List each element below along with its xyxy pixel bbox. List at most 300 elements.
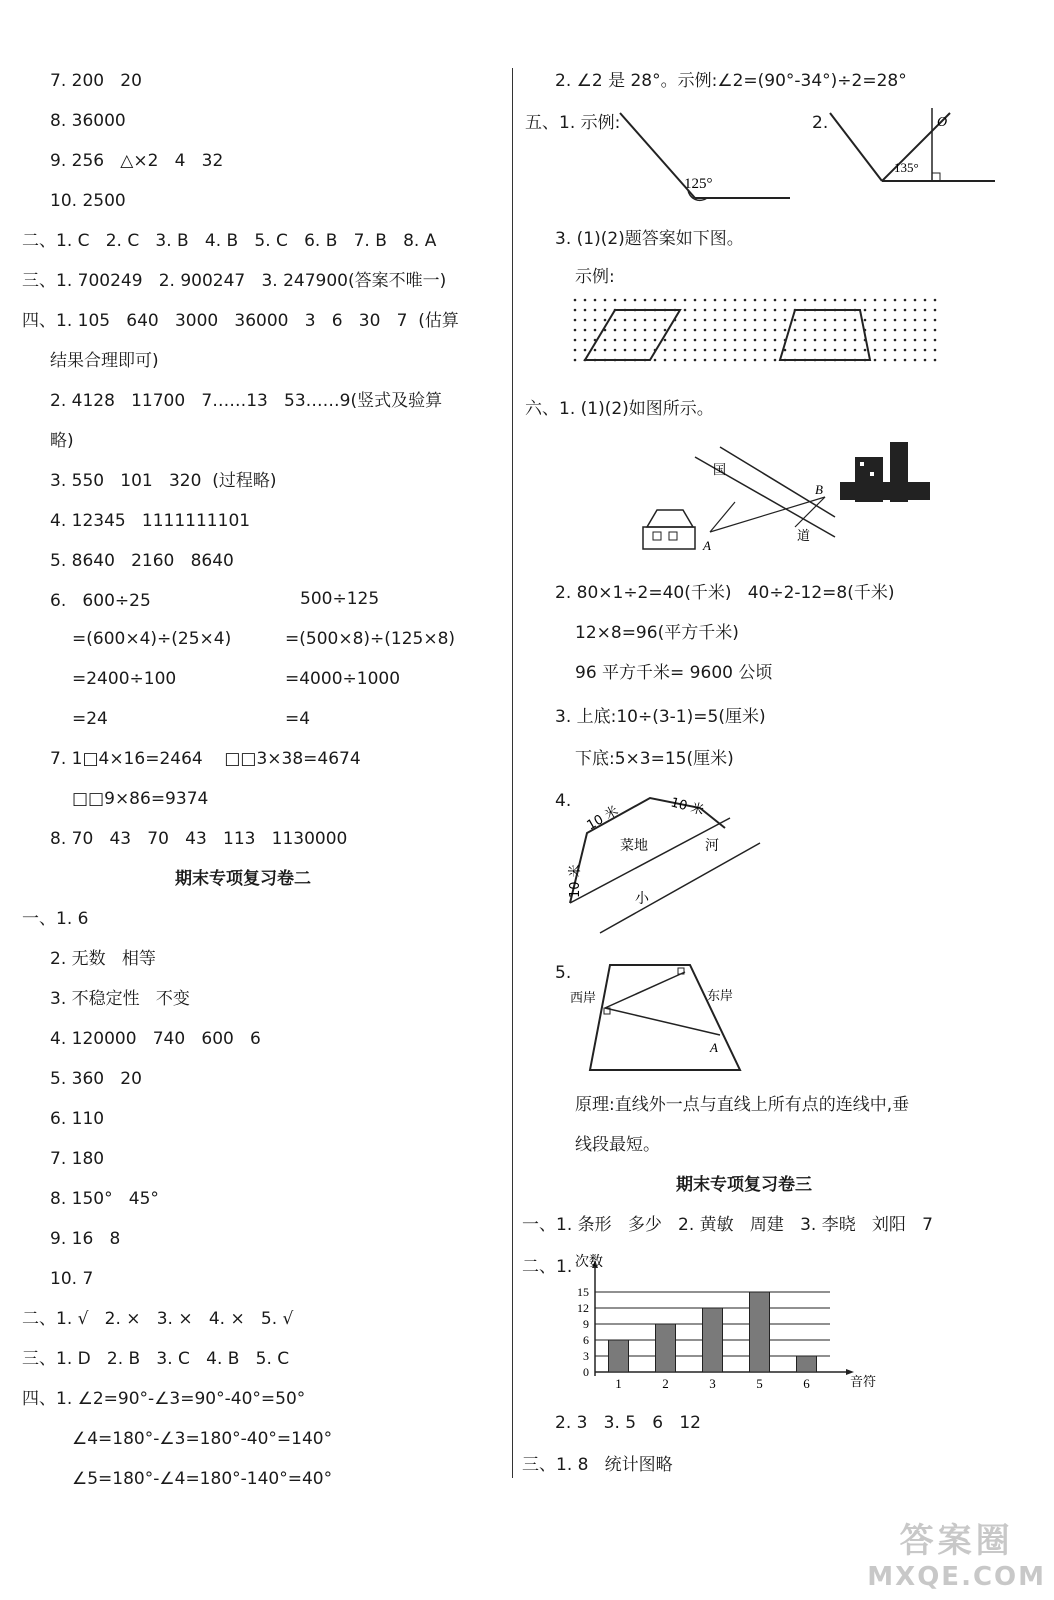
field-figure — [565, 788, 765, 938]
grid-dot — [784, 299, 787, 302]
y-axis-label: 次数 — [575, 1254, 603, 1270]
left-line: ∠5=180°-∠4=180°-140°=40° — [72, 1469, 333, 1489]
grid-dot — [744, 309, 747, 312]
left-line: 3. 550 101 320 (过程略) — [50, 471, 277, 491]
grid-dot — [744, 359, 747, 362]
grid-dot — [804, 319, 807, 322]
grid-dot — [924, 299, 927, 302]
grid-dot — [764, 349, 767, 352]
grid-dot — [614, 349, 617, 352]
grid-dot — [724, 309, 727, 312]
grid-dot — [824, 349, 827, 352]
grid-dot — [824, 299, 827, 302]
grid-dot — [814, 339, 817, 342]
grid-dot — [834, 349, 837, 352]
grid-dot — [824, 319, 827, 322]
grid-dot — [744, 319, 747, 322]
banks-figure — [570, 960, 750, 1075]
right-line: 2. 3 3. 5 6 12 — [555, 1413, 701, 1433]
grid-dot — [834, 299, 837, 302]
grid-dot — [604, 299, 607, 302]
left-line: 四、1. 105 640 3000 36000 3 6 30 7 (估算 — [22, 311, 459, 331]
grid-dot — [694, 349, 697, 352]
grid-dot — [594, 299, 597, 302]
grid-dot — [734, 319, 737, 322]
left-line: 8. 70 43 70 43 113 1130000 — [50, 829, 348, 849]
bar — [703, 1308, 723, 1372]
grid-dot — [724, 359, 727, 362]
grid-dot — [734, 339, 737, 342]
grid-dot — [734, 309, 737, 312]
grid-dot — [594, 349, 597, 352]
grid-dot — [924, 359, 927, 362]
grid-dot — [864, 299, 867, 302]
grid-dot — [574, 309, 577, 312]
grid-dot — [664, 359, 667, 362]
grid-dot — [724, 319, 727, 322]
grid-dot — [754, 299, 757, 302]
grid-dot — [754, 359, 757, 362]
grid-dot — [694, 329, 697, 332]
grid-dot — [824, 329, 827, 332]
grid-dot — [894, 359, 897, 362]
grid-dot — [664, 339, 667, 342]
y-tick-label: 6 — [583, 1333, 589, 1347]
grid-dot — [604, 349, 607, 352]
grid-dot — [634, 319, 637, 322]
label-side-2: 10 米 — [668, 795, 706, 819]
grid-dot — [634, 329, 637, 332]
watermark-logo: 答案圈 — [899, 1521, 1014, 1561]
grid-dot — [914, 319, 917, 322]
y-tick-label: 9 — [583, 1317, 589, 1331]
grid-dot — [614, 339, 617, 342]
grid-dot — [764, 329, 767, 332]
angle-125-label: 125° — [684, 176, 713, 192]
grid-dot — [834, 329, 837, 332]
section-title-review-2: 期末专项复习卷二 — [175, 869, 311, 889]
grid-dot — [774, 339, 777, 342]
grid-dot — [704, 309, 707, 312]
right-line: 原理:直线外一点与直线上所有点的连线中,垂 — [575, 1095, 910, 1115]
left-line: 结果合理即可) — [50, 351, 159, 371]
left-line: 7. 200 20 — [50, 71, 142, 91]
grid-dot — [584, 329, 587, 332]
left-line: 8. 150° 45° — [50, 1189, 159, 1209]
grid-dot — [914, 329, 917, 332]
grid-dot — [904, 299, 907, 302]
grid-dot — [814, 299, 817, 302]
label-guo: 国 — [713, 463, 727, 478]
grid-dot — [814, 329, 817, 332]
grid-dot — [934, 309, 937, 312]
grid-dot — [934, 349, 937, 352]
grid-dot — [694, 309, 697, 312]
label-a: A — [703, 538, 711, 553]
left-line: 四、1. ∠2=90°-∠3=90°-40°=50° — [22, 1389, 306, 1409]
grid-dot — [834, 319, 837, 322]
grid-dot — [724, 339, 727, 342]
grid-dot — [654, 319, 657, 322]
grid-dot — [754, 309, 757, 312]
grid-dot — [674, 339, 677, 342]
grid-dot — [814, 319, 817, 322]
x-tick-label: 5 — [756, 1376, 763, 1391]
grid-dot — [764, 339, 767, 342]
grid-dot — [794, 329, 797, 332]
left-line: 2. 无数 相等 — [50, 949, 156, 969]
grid-dot — [574, 339, 577, 342]
grid-dot — [754, 349, 757, 352]
grid-dot — [884, 349, 887, 352]
grid-dot — [884, 359, 887, 362]
grid-dot — [874, 329, 877, 332]
grid-dot — [604, 319, 607, 322]
grid-dot — [824, 339, 827, 342]
right-line: 线段最短。 — [575, 1135, 660, 1155]
grid-dot — [874, 319, 877, 322]
buildings-icon — [840, 442, 930, 502]
grid-dot — [624, 329, 627, 332]
grid-dot — [714, 319, 717, 322]
grid-dot — [794, 319, 797, 322]
grid-dot — [774, 329, 777, 332]
left-line: 三、1. D 2. B 3. C 4. B 5. C — [22, 1349, 290, 1369]
angle-135-label: 135° — [894, 160, 919, 175]
house-icon — [643, 510, 695, 549]
left-line: =2400÷100 — [72, 669, 177, 689]
grid-dot — [844, 319, 847, 322]
left-line: 6. 110 — [50, 1109, 105, 1129]
grid-dot — [924, 329, 927, 332]
grid-dot — [674, 329, 677, 332]
grid-dot — [684, 299, 687, 302]
grid-dot — [614, 329, 617, 332]
grid-dot — [704, 359, 707, 362]
x-tick-label: 6 — [803, 1376, 810, 1391]
grid-dot — [914, 359, 917, 362]
label-small: 小 — [635, 891, 649, 907]
grid-dot — [834, 339, 837, 342]
left-line: 9. 16 8 — [50, 1229, 121, 1249]
y-tick-label: 3 — [583, 1349, 589, 1363]
grid-dot — [624, 299, 627, 302]
grid-dot — [864, 319, 867, 322]
grid-dot — [874, 339, 877, 342]
right-line: 五、1. 示例: — [525, 113, 621, 133]
grid-dot — [784, 309, 787, 312]
grid-dot — [654, 329, 657, 332]
grid-dot — [864, 349, 867, 352]
grid-dot — [804, 329, 807, 332]
grid-dot — [644, 319, 647, 322]
grid-dot — [604, 339, 607, 342]
left-line: 7. 180 — [50, 1149, 105, 1169]
grid-dot — [914, 339, 917, 342]
left-line: 二、1. C 2. C 3. B 4. B 5. C 6. B 7. B 8. A — [22, 231, 437, 251]
angle-135-figure — [830, 108, 1000, 193]
grid-dot — [704, 349, 707, 352]
grid-dot — [594, 319, 597, 322]
grid-dot — [574, 349, 577, 352]
grid-dot — [584, 319, 587, 322]
grid-dot — [704, 339, 707, 342]
grid-dot — [584, 299, 587, 302]
column-divider — [512, 68, 513, 1478]
right-line: 三、1. 8 统计图略 — [522, 1455, 673, 1475]
grid-dot — [864, 309, 867, 312]
bar — [656, 1324, 676, 1372]
grid-dot — [634, 349, 637, 352]
right-line: 2. — [812, 113, 829, 133]
grid-dot — [924, 349, 927, 352]
left-line: 三、1. 700249 2. 900247 3. 247900(答案不唯一) — [22, 271, 447, 291]
grid-dot — [734, 299, 737, 302]
grid-dot — [844, 339, 847, 342]
grid-dot — [624, 349, 627, 352]
grid-dot — [934, 339, 937, 342]
grid-dot — [754, 319, 757, 322]
grid-dot — [924, 309, 927, 312]
left-line: 10. 7 — [50, 1269, 94, 1289]
watermark — [867, 1513, 1046, 1592]
grid-dot — [854, 329, 857, 332]
grid-dot — [764, 309, 767, 312]
grid-dot — [934, 299, 937, 302]
label-side-3: 10 米 — [568, 864, 583, 898]
left-line: 8. 36000 — [50, 111, 126, 131]
left-line: 略) — [50, 431, 74, 451]
grid-dot — [904, 329, 907, 332]
grid-dot — [844, 349, 847, 352]
left-line: 一、1. 6 — [22, 909, 89, 929]
left-line: 10. 2500 — [50, 191, 126, 211]
left-line: =4 — [285, 709, 311, 729]
grid-dot — [844, 329, 847, 332]
bar-chart — [560, 1254, 877, 1398]
left-line: □□9×86=9374 — [72, 789, 209, 809]
grid-dot — [644, 349, 647, 352]
grid-dot — [914, 349, 917, 352]
left-line: =(500×8)÷(125×8) — [285, 629, 456, 649]
y-tick-label: 0 — [583, 1365, 589, 1379]
label-west-bank: 西岸 — [570, 991, 597, 1006]
grid-dot — [904, 339, 907, 342]
grid-dot — [884, 309, 887, 312]
grid-dot — [804, 299, 807, 302]
grid-dot — [894, 319, 897, 322]
grid-dot — [674, 359, 677, 362]
grid-dot — [644, 299, 647, 302]
left-line: ∠4=180°-∠3=180°-40°=140° — [72, 1429, 333, 1449]
grid-dot — [604, 309, 607, 312]
grid-dot — [894, 329, 897, 332]
grid-dot — [664, 299, 667, 302]
grid-dot — [764, 299, 767, 302]
right-line: 一、1. 条形 多少 2. 黄敏 周建 3. 李晓 刘阳 7 — [522, 1215, 933, 1235]
right-line: 4. — [555, 791, 572, 811]
grid-dot — [684, 339, 687, 342]
grid-dot — [754, 329, 757, 332]
grid-dot — [724, 349, 727, 352]
left-line: 二、1. √ 2. × 3. × 4. × 5. √ — [22, 1309, 294, 1329]
grid-dot — [884, 299, 887, 302]
grid-dot — [844, 299, 847, 302]
grid-dot — [894, 349, 897, 352]
grid-dot — [654, 339, 657, 342]
grid-dot — [704, 319, 707, 322]
grid-dot — [784, 319, 787, 322]
left-line: =24 — [72, 709, 108, 729]
grid-dot — [664, 349, 667, 352]
grid-dot — [654, 359, 657, 362]
grid-dot — [764, 359, 767, 362]
grid-dot — [694, 359, 697, 362]
left-line: 7. 1□4×16=2464 □□3×38=4674 — [50, 749, 361, 769]
grid-dot — [584, 309, 587, 312]
grid-dot — [714, 329, 717, 332]
grid-dot — [744, 299, 747, 302]
grid-dot — [594, 309, 597, 312]
right-line: 3. (1)(2)题答案如下图。 — [555, 229, 744, 249]
grid-dot — [644, 339, 647, 342]
grid-dot — [904, 319, 907, 322]
grid-dot — [664, 329, 667, 332]
grid-dot — [794, 339, 797, 342]
grid-dot — [624, 339, 627, 342]
grid-dot — [814, 349, 817, 352]
x-tick-label: 1 — [615, 1376, 622, 1391]
right-line: 2. 80×1÷2=40(千米) 40÷2-12=8(千米) — [555, 583, 895, 603]
right-line: 12×8=96(平方千米) — [575, 623, 739, 643]
grid-dot — [794, 299, 797, 302]
grid-dot — [924, 319, 927, 322]
y-tick-label: 12 — [577, 1301, 589, 1315]
grid-dot — [684, 359, 687, 362]
grid-dot — [714, 299, 717, 302]
grid-dot — [704, 329, 707, 332]
grid-dot — [614, 319, 617, 322]
grid-dot — [664, 319, 667, 322]
map-figure — [635, 432, 935, 557]
grid-dot — [704, 299, 707, 302]
grid-dot — [774, 359, 777, 362]
grid-dot — [694, 339, 697, 342]
grid-dot — [714, 309, 717, 312]
grid-dot — [874, 299, 877, 302]
grid-dot — [884, 339, 887, 342]
left-line: =(600×4)÷(25×4) — [72, 629, 232, 649]
x-tick-label: 3 — [709, 1376, 716, 1391]
grid-dot — [734, 329, 737, 332]
right-line: 二、1. — [522, 1257, 573, 1277]
grid-dot — [884, 319, 887, 322]
grid-dot — [894, 309, 897, 312]
grid-dot — [594, 329, 597, 332]
label-east-bank: 东岸 — [707, 989, 734, 1004]
left-line: 2. 4128 11700 7……13 53……9(竖式及验算 — [50, 391, 443, 411]
grid-dot — [854, 349, 857, 352]
grid-dot — [694, 299, 697, 302]
right-line: 六、1. (1)(2)如图所示。 — [525, 399, 714, 419]
grid-dot — [934, 319, 937, 322]
left-line: 5. 360 20 — [50, 1069, 142, 1089]
label-field: 菜地 — [620, 838, 648, 854]
grid-dot — [634, 339, 637, 342]
grid-dot — [874, 349, 877, 352]
angle-125-figure — [610, 108, 800, 208]
grid-dot — [804, 339, 807, 342]
dot-grid-figure — [570, 298, 940, 370]
grid-dot — [674, 349, 677, 352]
label-side-1: 10 米 — [584, 803, 622, 834]
grid-dot — [734, 349, 737, 352]
grid-dot — [734, 359, 737, 362]
point-o-label: O — [937, 115, 948, 130]
grid-dot — [684, 329, 687, 332]
bar — [750, 1292, 770, 1372]
left-line: 3. 不稳定性 不变 — [50, 989, 190, 1009]
grid-dot — [574, 299, 577, 302]
grid-dot — [724, 329, 727, 332]
label-river: 河 — [705, 838, 719, 854]
grid-dot — [574, 319, 577, 322]
grid-dot — [674, 299, 677, 302]
grid-dot — [634, 299, 637, 302]
y-tick-label: 15 — [577, 1285, 589, 1299]
grid-dot — [934, 359, 937, 362]
grid-dot — [914, 299, 917, 302]
grid-dot — [624, 319, 627, 322]
grid-dot — [874, 359, 877, 362]
x-tick-label: 2 — [662, 1376, 669, 1391]
grid-dot — [774, 299, 777, 302]
section-title-review-3: 期末专项复习卷三 — [676, 1175, 812, 1195]
x-axis-label: 音符 — [850, 1375, 877, 1390]
grid-dot — [884, 329, 887, 332]
grid-dot — [894, 299, 897, 302]
grid-dot — [644, 329, 647, 332]
left-line: =4000÷1000 — [285, 669, 401, 689]
grid-dot — [744, 349, 747, 352]
label-a-bank: A — [710, 1040, 718, 1055]
bar — [609, 1340, 629, 1372]
grid-dot — [774, 349, 777, 352]
right-line: 5. — [555, 963, 572, 983]
left-line: 500÷125 — [300, 589, 380, 609]
grid-dot — [854, 339, 857, 342]
grid-dot — [934, 329, 937, 332]
grid-dot — [754, 339, 757, 342]
grid-dot — [584, 349, 587, 352]
grid-dot — [914, 309, 917, 312]
grid-dot — [714, 349, 717, 352]
grid-dot — [764, 319, 767, 322]
grid-dot — [904, 349, 907, 352]
grid-dot — [714, 359, 717, 362]
grid-dot — [774, 319, 777, 322]
grid-dot — [694, 319, 697, 322]
grid-dot — [794, 349, 797, 352]
left-line: 6. 600÷25 — [50, 591, 151, 611]
grid-dot — [854, 319, 857, 322]
grid-dot — [774, 309, 777, 312]
left-line: 9. 256 △×2 4 32 — [50, 151, 224, 171]
grid-dot — [684, 349, 687, 352]
right-line: 3. 上底:10÷(3-1)=5(厘米) — [555, 707, 766, 727]
right-line: 2. ∠2 是 28°。示例:∠2=(90°-34°)÷2=28° — [555, 71, 907, 91]
left-line: 4. 12345 1111111101 — [50, 511, 251, 531]
